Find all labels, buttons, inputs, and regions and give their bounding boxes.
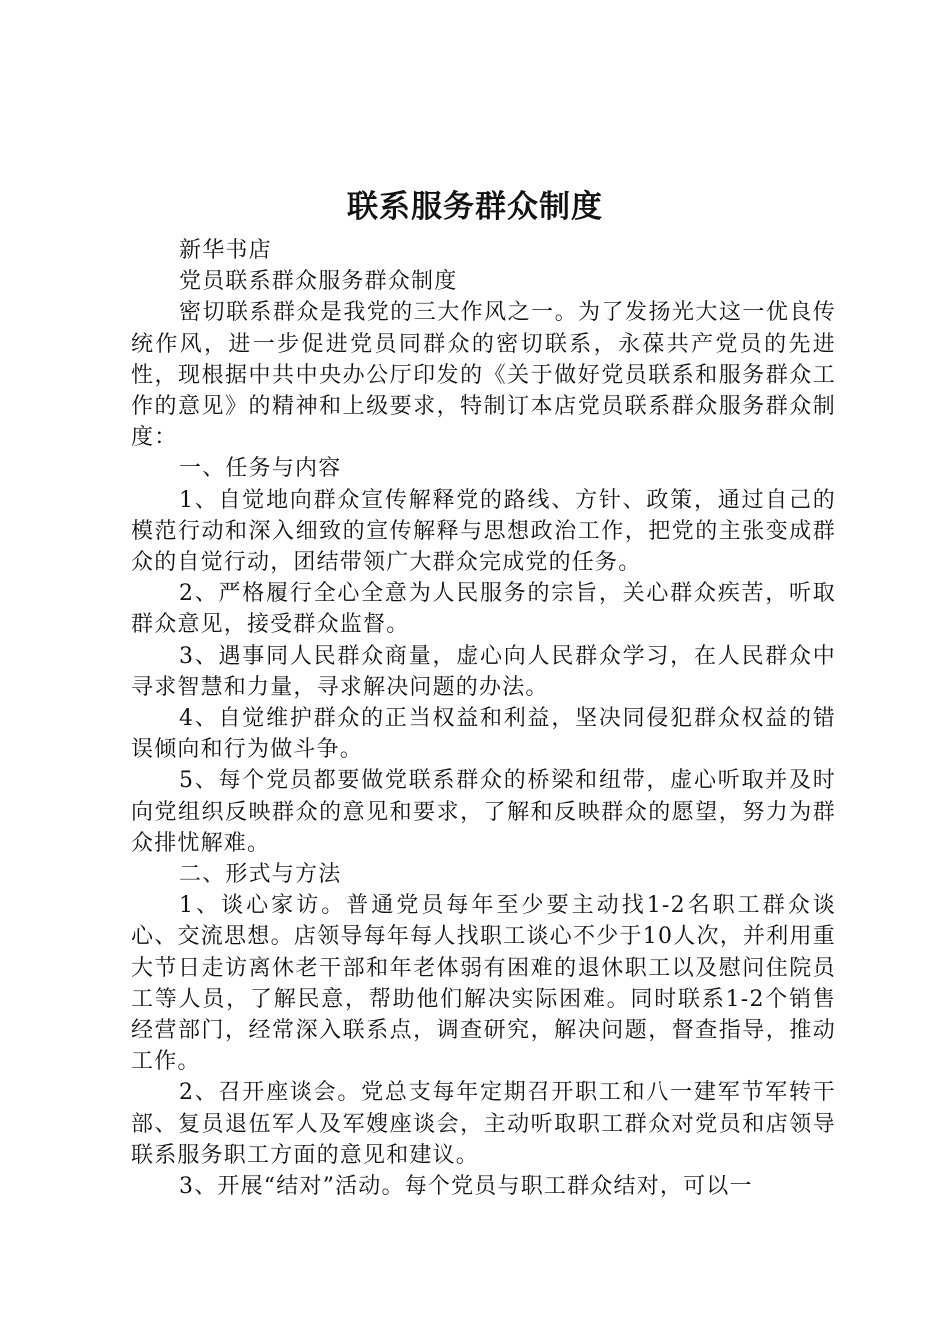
document-title: 联系服务群众制度 xyxy=(347,189,603,225)
org-name-line: 新华书店 xyxy=(179,238,272,263)
task-item-3: 3、遇事同人民群众商量，虚心向人民群众学习，在人民群众中寻求智慧和力量，寻求解决问题的办法。 xyxy=(131,643,836,700)
intro-paragraph: 密切联系群众是我党的三大作风之一。为了发扬光大这一优良传统作风，进一步促进党员同群众的密切联系，永葆共产党员的先进性，现根据中共中央办公厅印发的《关于做好党员联系和服务群众工作的意见》的精神和上级要求，特制订本店党员联系群众服务群众制度： xyxy=(131,300,836,451)
section-heading-tasks: 一、任务与内容 xyxy=(179,456,342,482)
document-body xyxy=(131,235,836,1202)
task-item-5: 5、每个党员都要做党联系群众的桥梁和纽带，虚心听取并及时向党组织反映群众的意见和要求，了解和反映群众的愿望，努力为群众排忧解难。 xyxy=(131,768,836,856)
method-item-1: 1、谈心家访。普通党员每年至少要主动找1-2名职工群众谈心、交流思想。店领导每年每人找职工谈心不少于10人次，并利用重大节日走访离休老干部和年老体弱有困难的退休职工以及慰问住院员工等人员，了解民意，帮助他们解决实际困难。同时联系1-2个销售经营部门，经常深入联系点，调查研究，解决问题，督查指导，推动工作。 xyxy=(131,893,836,1075)
subtitle-line: 党员联系群众服务群众制度 xyxy=(179,269,458,295)
task-item-1: 1、自觉地向群众宣传解释党的路线、方针、政策，通过自己的模范行动和深入细致的宣传解释与思想政治工作，把党的主张变成群众的自觉行动，团结带领广大群众完成党的任务。 xyxy=(131,487,836,576)
method-item-3: 3、开展“结对”活动。每个党员与职工群众结对，可以一 xyxy=(179,1174,753,1200)
method-item-2: 2、召开座谈会。党总支每年定期召开职工和八一建军节军转干部、复员退伍军人及军嫂座谈会，主动听取职工群众对党员和店领导联系服务职工方面的意见和建议。 xyxy=(131,1080,836,1168)
task-item-4: 4、自觉维护群众的正当权益和利益，坚决同侵犯群众权益的错误倾向和行为做斗争。 xyxy=(131,706,836,763)
task-item-2: 2、严格履行全心全意为人民服务的宗旨，关心群众疾苦，听取群众意见，接受群众监督。 xyxy=(131,581,836,638)
section-heading-methods: 二、形式与方法 xyxy=(179,862,342,888)
